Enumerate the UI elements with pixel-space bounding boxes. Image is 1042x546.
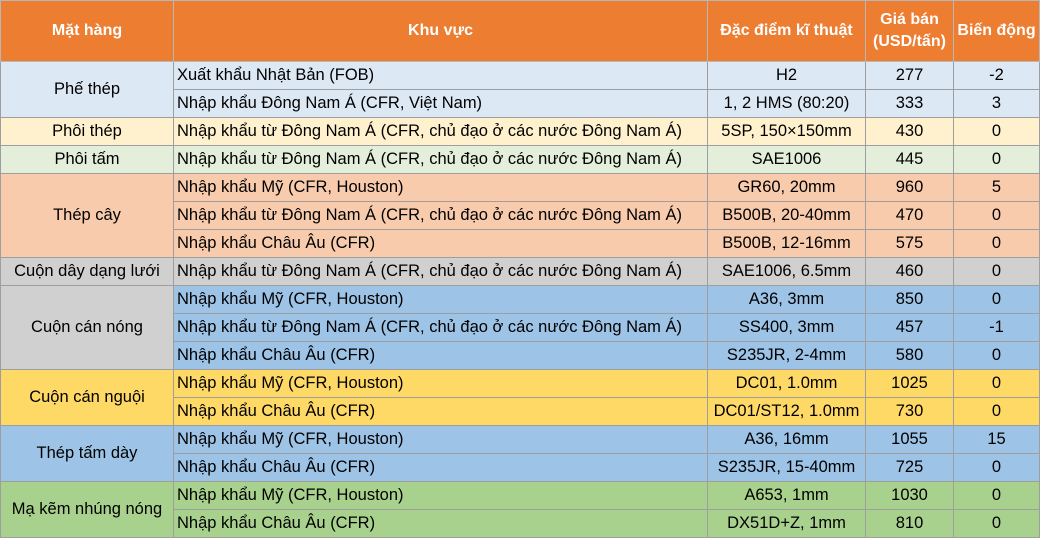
price-cell: 730: [866, 398, 954, 426]
region-cell: Nhập khẩu Châu Âu (CFR): [174, 342, 708, 370]
header-row: [1, 1, 1040, 62]
product-group-label: Thép tấm dày: [1, 426, 174, 482]
price-cell: 850: [866, 286, 954, 314]
price-cell: 333: [866, 90, 954, 118]
spec-cell: H2: [708, 62, 866, 90]
price-cell: 277: [866, 62, 954, 90]
spec-cell: SAE1006: [708, 146, 866, 174]
price-cell: 1055: [866, 426, 954, 454]
product-group-label: Phôi thép: [1, 118, 174, 146]
region-cell: Nhập khẩu Châu Âu (CFR): [174, 230, 708, 258]
price-cell: 960: [866, 174, 954, 202]
region-cell: Nhập khẩu Mỹ (CFR, Houston): [174, 370, 708, 398]
header-change: Biến động: [954, 1, 1040, 62]
table-row: [1, 286, 1040, 314]
product-group-label: Phôi tấm: [1, 146, 174, 174]
change-cell: 3: [954, 90, 1040, 118]
product-group-label: Cuộn cán nguội: [1, 370, 174, 426]
table-row: [1, 482, 1040, 510]
region-cell: Nhập khẩu Châu Âu (CFR): [174, 454, 708, 482]
product-group-label: Thép cây: [1, 174, 174, 258]
region-cell: Nhập khẩu từ Đông Nam Á (CFR, chủ đạo ở các nước Đông Nam Á): [174, 202, 708, 230]
table-row: [1, 370, 1040, 398]
change-cell: 0: [954, 258, 1040, 286]
spec-cell: DC01, 1.0mm: [708, 370, 866, 398]
change-cell: 0: [954, 398, 1040, 426]
price-cell: 445: [866, 146, 954, 174]
spec-cell: A653, 1mm: [708, 482, 866, 510]
region-cell: Nhập khẩu Châu Âu (CFR): [174, 398, 708, 426]
spec-cell: DX51D+Z, 1mm: [708, 510, 866, 538]
spec-cell: A36, 16mm: [708, 426, 866, 454]
region-cell: Nhập khẩu từ Đông Nam Á (CFR, chủ đạo ở các nước Đông Nam Á): [174, 258, 708, 286]
spec-cell: B500B, 12-16mm: [708, 230, 866, 258]
table-row: [1, 118, 1040, 146]
spec-cell: SS400, 3mm: [708, 314, 866, 342]
change-cell: 0: [954, 230, 1040, 258]
region-cell: Nhập khẩu Mỹ (CFR, Houston): [174, 286, 708, 314]
spec-cell: GR60, 20mm: [708, 174, 866, 202]
header-region: Khu vực: [174, 1, 708, 62]
header-price-line2: (USD/tấn): [873, 33, 946, 50]
spec-cell: SAE1006, 6.5mm: [708, 258, 866, 286]
change-cell: 0: [954, 342, 1040, 370]
table-row: [1, 258, 1040, 286]
price-cell: 1025: [866, 370, 954, 398]
price-cell: 575: [866, 230, 954, 258]
region-cell: Nhập khẩu từ Đông Nam Á (CFR, chủ đạo ở các nước Đông Nam Á): [174, 314, 708, 342]
spec-cell: 5SP, 150×150mm: [708, 118, 866, 146]
region-cell: Nhập khẩu Mỹ (CFR, Houston): [174, 482, 708, 510]
header-price-line1: Giá bán: [880, 11, 939, 28]
product-group-label: Mạ kẽm nhúng nóng: [1, 482, 174, 538]
price-cell: 457: [866, 314, 954, 342]
table-row: [1, 174, 1040, 202]
header-spec: Đặc điểm kĩ thuật: [708, 1, 866, 62]
spec-cell: DC01/ST12, 1.0mm: [708, 398, 866, 426]
header-price: [866, 1, 954, 62]
change-cell: -2: [954, 62, 1040, 90]
product-group-label: Cuộn dây dạng lưới: [1, 258, 174, 286]
spec-cell: B500B, 20-40mm: [708, 202, 866, 230]
product-group-label: Phế thép: [1, 62, 174, 118]
region-cell: Nhập khẩu từ Đông Nam Á (CFR, chủ đạo ở các nước Đông Nam Á): [174, 146, 708, 174]
table-row: [1, 146, 1040, 174]
price-cell: 725: [866, 454, 954, 482]
price-cell: 460: [866, 258, 954, 286]
change-cell: 15: [954, 426, 1040, 454]
change-cell: 0: [954, 202, 1040, 230]
price-cell: 470: [866, 202, 954, 230]
region-cell: Nhập khẩu từ Đông Nam Á (CFR, chủ đạo ở các nước Đông Nam Á): [174, 118, 708, 146]
product-group-label: Cuộn cán nóng: [1, 286, 174, 370]
change-cell: 0: [954, 454, 1040, 482]
price-cell: 430: [866, 118, 954, 146]
spec-cell: 1, 2 HMS (80:20): [708, 90, 866, 118]
header-product: Mặt hàng: [1, 1, 174, 62]
region-cell: Nhập khẩu Mỹ (CFR, Houston): [174, 426, 708, 454]
change-cell: 0: [954, 510, 1040, 538]
change-cell: 0: [954, 118, 1040, 146]
price-cell: 1030: [866, 482, 954, 510]
region-cell: Xuất khẩu Nhật Bản (FOB): [174, 62, 708, 90]
spec-cell: S235JR, 15-40mm: [708, 454, 866, 482]
region-cell: Nhập khẩu Châu Âu (CFR): [174, 510, 708, 538]
change-cell: 5: [954, 174, 1040, 202]
region-cell: Nhập khẩu Mỹ (CFR, Houston): [174, 174, 708, 202]
change-cell: 0: [954, 370, 1040, 398]
spec-cell: S235JR, 2-4mm: [708, 342, 866, 370]
change-cell: -1: [954, 314, 1040, 342]
table-row: [1, 62, 1040, 90]
region-cell: Nhập khẩu Đông Nam Á (CFR, Việt Nam): [174, 90, 708, 118]
price-cell: 810: [866, 510, 954, 538]
change-cell: 0: [954, 482, 1040, 510]
price-cell: 580: [866, 342, 954, 370]
spec-cell: A36, 3mm: [708, 286, 866, 314]
change-cell: 0: [954, 146, 1040, 174]
change-cell: 0: [954, 286, 1040, 314]
table-row: [1, 426, 1040, 454]
